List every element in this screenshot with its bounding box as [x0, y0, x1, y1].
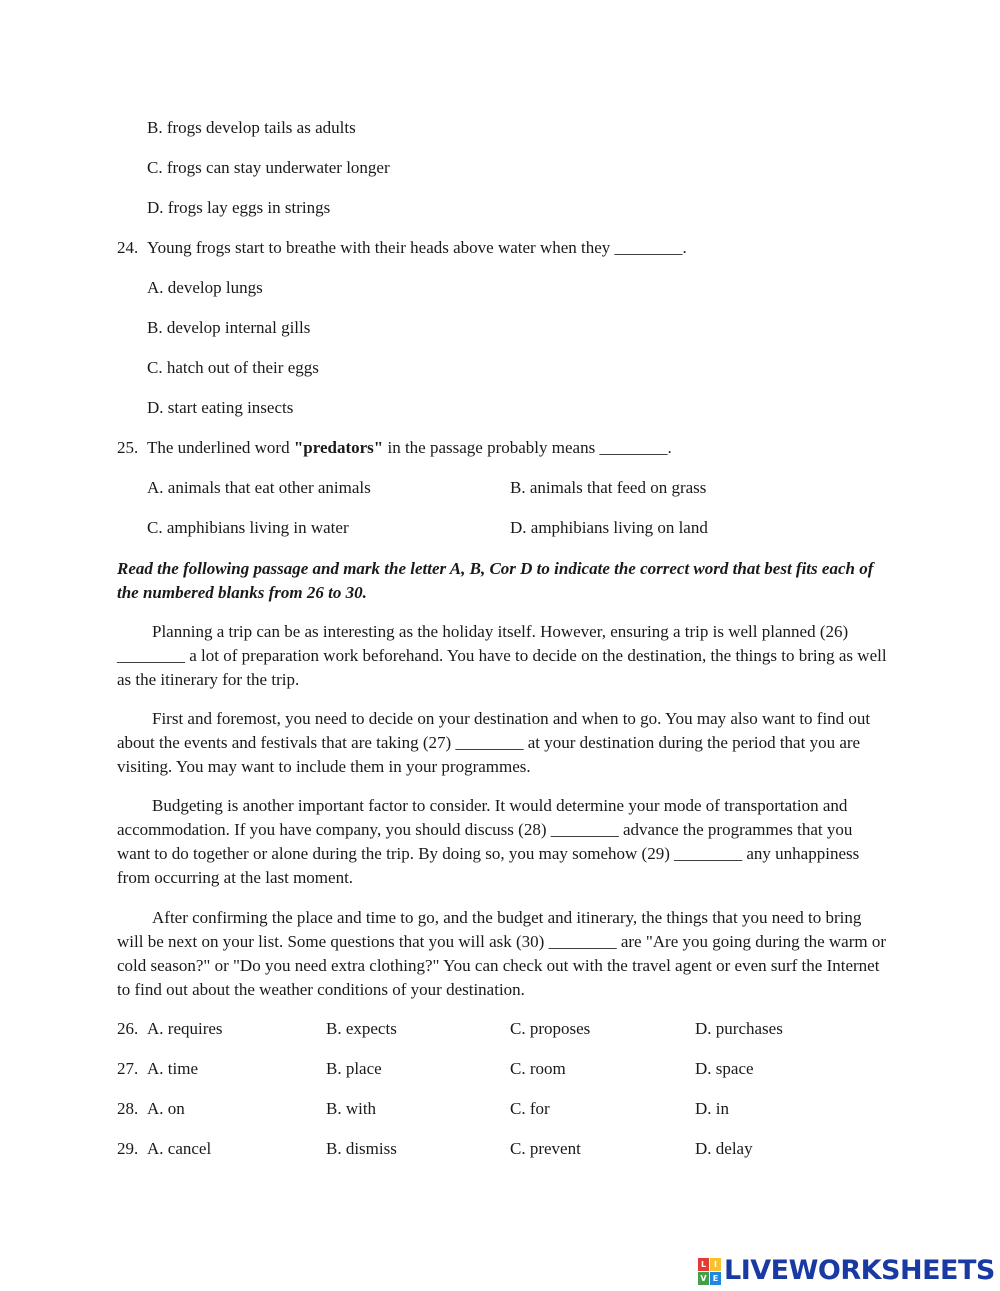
q25-option-b: B. animals that feed on grass [510, 478, 707, 497]
q26-option-d: D. purchases [695, 1019, 783, 1038]
logo-text: LIVEWORKSHEETS [724, 1255, 995, 1286]
q24-number: 24. [117, 238, 139, 257]
q23-option-d: D. frogs lay eggs in strings [147, 198, 331, 217]
q27-number: 27. [117, 1059, 139, 1078]
q25-option-d: D. amphibians living on land [510, 518, 708, 537]
q24-option-c: C. hatch out of their eggs [147, 358, 319, 377]
q23-option-c: C. frogs can stay underwater longer [147, 158, 390, 177]
passage-paragraph-1: Planning a trip can be as interesting as the holiday itself. However, ensuring a trip is well planned (26) ________ a lot of preparation work beforehand. You have to decide on the destination, the things to bring as well as the itinerary for the trip. [117, 622, 887, 689]
q25-number: 25. [117, 438, 139, 457]
q25-text-after: in the passage probably means ________. [383, 438, 672, 457]
q24-option-d: D. start eating insects [147, 398, 294, 417]
q24-option-a: A. develop lungs [147, 278, 263, 297]
logo-blocks-icon [698, 1258, 721, 1285]
q29-number: 29. [117, 1139, 139, 1158]
q29-option-b: B. dismiss [326, 1139, 397, 1158]
q28-number: 28. [117, 1099, 139, 1118]
q24-text: Young frogs start to breathe with their heads above water when they ________. [147, 238, 687, 257]
q26-option-c: C. proposes [510, 1019, 591, 1038]
q27-option-b: B. place [326, 1059, 382, 1078]
q25-option-c: C. amphibians living in water [147, 518, 349, 537]
passage-paragraph-3: Budgeting is another important factor to consider. It would determine your mode of transportation and accommodation. If you have company, you should discuss (28) ________ advance the programmes that you want to do together or alone during the trip. By doing so, you may somehow (29) ________ any unhappiness from occurring at the last moment. [117, 796, 860, 887]
q25-option-a: A. animals that eat other animals [147, 478, 371, 497]
q26-option-b: B. expects [326, 1019, 397, 1038]
q29-option-c: C. prevent [510, 1139, 581, 1158]
q26-option-a: A. requires [147, 1019, 223, 1038]
q28-option-c: C. for [510, 1099, 550, 1118]
q29-option-a: A. cancel [147, 1139, 212, 1158]
logo-block-e: E [710, 1272, 721, 1285]
passage-paragraph-2: First and foremost, you need to decide on your destination and when to go. You may also want to find out about the events and festivals that are taking (27) ________ at your destination during the period that you are visiting. You may want to include them in your programmes. [117, 709, 871, 776]
q23-option-b: B. frogs develop tails as adults [147, 118, 356, 137]
passage-paragraph-4: After confirming the place and time to go, and the budget and itinerary, the things that you need to bring will be next on your list. Some questions that you will ask (30) ________ are "Are you going during the warm or cold season?" or "Do you need extra clothing?" You can check out with the travel agent or even surf the Internet to find out about the weather conditions of your destination. [117, 908, 886, 999]
q28-option-b: B. with [326, 1099, 377, 1118]
q28-option-d: D. in [695, 1099, 729, 1118]
q25-text [147, 438, 672, 458]
q27-option-c: C. room [510, 1059, 566, 1078]
q26-number: 26. [117, 1019, 139, 1038]
q27-option-d: D. space [695, 1059, 754, 1078]
q29-option-d: D. delay [695, 1139, 753, 1158]
logo-block-l: L [698, 1258, 709, 1271]
q28-option-a: A. on [147, 1099, 185, 1118]
liveworksheets-logo[interactable] [698, 1256, 995, 1286]
q24-option-b: B. develop internal gills [147, 318, 311, 337]
section-instruction: Read the following passage and mark the letter A, B, Cor D to indicate the correct word that best fits each of the numbered blanks from 26 to 30. [117, 559, 874, 602]
logo-block-v: V [698, 1272, 709, 1285]
q25-bold-word: "predators" [293, 438, 384, 457]
q27-option-a: A. time [147, 1059, 198, 1078]
q25-text-before: The underlined word [147, 438, 294, 457]
logo-block-i: I [710, 1258, 721, 1271]
